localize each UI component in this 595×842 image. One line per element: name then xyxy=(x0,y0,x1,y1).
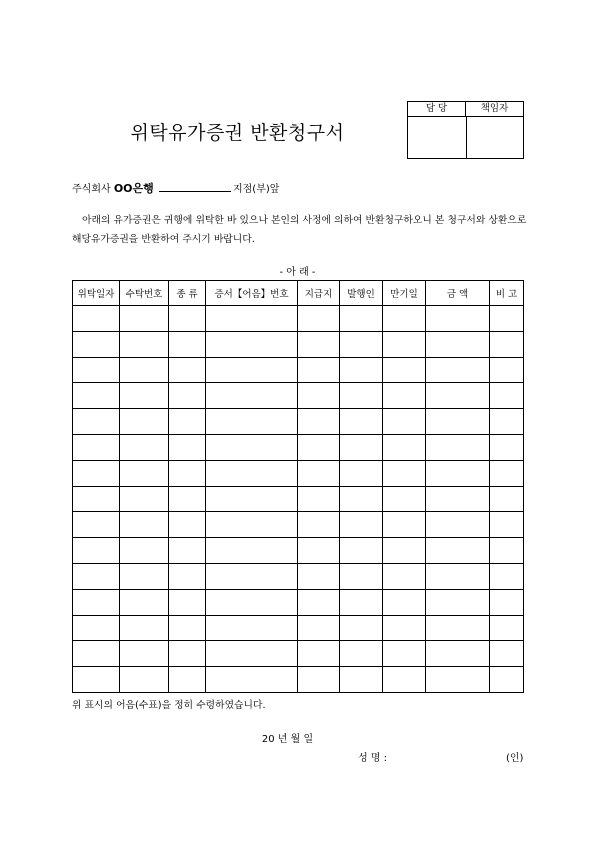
approval-box xyxy=(407,101,524,159)
header-payment-place: 지급지 xyxy=(298,281,340,306)
table-cell[interactable] xyxy=(120,589,169,615)
table-row xyxy=(73,512,524,538)
table-cell[interactable] xyxy=(73,615,120,641)
table-cell[interactable] xyxy=(426,306,490,332)
header-custody-no: 수탁번호 xyxy=(120,281,169,306)
table-cell[interactable] xyxy=(120,563,169,589)
approval-header xyxy=(408,102,523,117)
table-cell[interactable] xyxy=(73,589,120,615)
table-cell[interactable] xyxy=(340,409,383,435)
approval-col-manager: 책임자 xyxy=(480,103,509,114)
table-cell[interactable] xyxy=(490,331,524,357)
table-cell[interactable] xyxy=(426,383,490,409)
receipt-statement: 위 표시의 어음(수표)을 정히 수령하였습니다. xyxy=(72,700,266,711)
table-cell[interactable] xyxy=(340,589,383,615)
table-cell[interactable] xyxy=(298,460,340,486)
signature-label: 성 명 : xyxy=(358,753,388,764)
table-cell[interactable] xyxy=(298,383,340,409)
table-cell[interactable] xyxy=(73,563,120,589)
table-cell[interactable] xyxy=(206,383,298,409)
table-cell[interactable] xyxy=(73,331,120,357)
table-cell[interactable] xyxy=(298,641,340,667)
table-cell[interactable] xyxy=(340,434,383,460)
table-cell[interactable] xyxy=(169,563,206,589)
table-cell[interactable] xyxy=(490,434,524,460)
table-cell[interactable] xyxy=(120,538,169,564)
table-cell[interactable] xyxy=(120,512,169,538)
table-cell[interactable] xyxy=(490,486,524,512)
table-cell[interactable] xyxy=(340,667,383,693)
table-cell[interactable] xyxy=(426,331,490,357)
table-cell[interactable] xyxy=(206,331,298,357)
table-cell[interactable] xyxy=(206,538,298,564)
table-cell[interactable] xyxy=(298,486,340,512)
table-cell[interactable] xyxy=(383,589,426,615)
table-cell[interactable] xyxy=(206,667,298,693)
table-cell[interactable] xyxy=(490,306,524,332)
table-cell[interactable] xyxy=(298,538,340,564)
table-cell[interactable] xyxy=(298,434,340,460)
addressee-line xyxy=(72,180,279,196)
table-cell[interactable] xyxy=(490,383,524,409)
table-cell[interactable] xyxy=(426,512,490,538)
table-cell[interactable] xyxy=(73,641,120,667)
table-cell[interactable] xyxy=(206,563,298,589)
table-cell[interactable] xyxy=(383,615,426,641)
table-cell[interactable] xyxy=(206,409,298,435)
table-row xyxy=(73,589,524,615)
table-cell[interactable] xyxy=(206,460,298,486)
table-cell[interactable] xyxy=(426,615,490,641)
table-cell[interactable] xyxy=(490,563,524,589)
table-cell[interactable] xyxy=(383,383,426,409)
table-cell[interactable] xyxy=(73,460,120,486)
table-cell[interactable] xyxy=(120,306,169,332)
table-row xyxy=(73,615,524,641)
table-cell[interactable] xyxy=(169,589,206,615)
header-maturity: 만기일 xyxy=(383,281,426,306)
table-cell[interactable] xyxy=(73,306,120,332)
table-cell[interactable] xyxy=(169,486,206,512)
table-row xyxy=(73,434,524,460)
table-cell[interactable] xyxy=(426,667,490,693)
addressee-prefix: 주식회사 xyxy=(72,184,111,195)
seal-mark: (인) xyxy=(506,753,524,764)
table-cell[interactable] xyxy=(340,486,383,512)
approval-divider xyxy=(466,116,467,158)
table-cell[interactable] xyxy=(73,383,120,409)
table-cell[interactable] xyxy=(120,331,169,357)
table-cell[interactable] xyxy=(120,486,169,512)
table-row xyxy=(73,357,524,383)
table-cell[interactable] xyxy=(490,460,524,486)
table-cell[interactable] xyxy=(340,512,383,538)
table-row xyxy=(73,306,524,332)
table-cell[interactable] xyxy=(298,615,340,641)
table-cell[interactable] xyxy=(426,409,490,435)
document-title: 위탁유가증권 반환청구서 xyxy=(130,122,345,144)
table-cell[interactable] xyxy=(490,667,524,693)
table-cell[interactable] xyxy=(120,383,169,409)
table-cell[interactable] xyxy=(426,434,490,460)
table-cell[interactable] xyxy=(298,667,340,693)
table-cell[interactable] xyxy=(426,460,490,486)
header-certificate-no: 증서【어음】번호 xyxy=(206,281,298,306)
table-cell[interactable] xyxy=(490,512,524,538)
table-cell[interactable] xyxy=(340,331,383,357)
table-cell[interactable] xyxy=(169,538,206,564)
table-cell[interactable] xyxy=(383,331,426,357)
table-cell[interactable] xyxy=(490,615,524,641)
table-row xyxy=(73,409,524,435)
table-row xyxy=(73,331,524,357)
table-cell[interactable] xyxy=(383,667,426,693)
table-row xyxy=(73,667,524,693)
table-cell[interactable] xyxy=(120,667,169,693)
table-row xyxy=(73,460,524,486)
table-cell[interactable] xyxy=(383,538,426,564)
table-cell[interactable] xyxy=(383,460,426,486)
table-cell[interactable] xyxy=(169,434,206,460)
table-cell[interactable] xyxy=(206,434,298,460)
table-cell[interactable] xyxy=(383,357,426,383)
table-cell[interactable] xyxy=(206,486,298,512)
table-cell[interactable] xyxy=(169,306,206,332)
request-paragraph: 아래의 유가증권은 귀행에 위탁한 바 있으나 본인의 사정에 의하여 반환청구하오니 본 청구서와 상환으로 해당유가증권을 반환하여 주시기 바랍니다. xyxy=(72,215,527,245)
table-cell[interactable] xyxy=(298,563,340,589)
table-cell[interactable] xyxy=(426,641,490,667)
table-cell[interactable] xyxy=(426,563,490,589)
table-cell[interactable] xyxy=(298,357,340,383)
table-cell[interactable] xyxy=(426,357,490,383)
table-cell[interactable] xyxy=(206,306,298,332)
table-cell[interactable] xyxy=(298,589,340,615)
table-cell[interactable] xyxy=(169,615,206,641)
table-cell[interactable] xyxy=(383,486,426,512)
table-row xyxy=(73,486,524,512)
table-cell[interactable] xyxy=(383,641,426,667)
table-cell[interactable] xyxy=(340,563,383,589)
table-cell[interactable] xyxy=(73,434,120,460)
table-cell[interactable] xyxy=(120,615,169,641)
table-cell[interactable] xyxy=(426,589,490,615)
header-amount: 금 액 xyxy=(426,281,490,306)
table-cell[interactable] xyxy=(206,641,298,667)
table-cell[interactable] xyxy=(73,357,120,383)
table-cell[interactable] xyxy=(340,460,383,486)
table-cell[interactable] xyxy=(298,331,340,357)
table-cell[interactable] xyxy=(169,357,206,383)
table-cell[interactable] xyxy=(426,538,490,564)
table-cell[interactable] xyxy=(383,512,426,538)
table-cell[interactable] xyxy=(340,357,383,383)
table-cell[interactable] xyxy=(340,538,383,564)
table-cell[interactable] xyxy=(206,615,298,641)
approval-col-staff: 담 당 xyxy=(408,102,466,116)
table-cell[interactable] xyxy=(169,383,206,409)
table-row xyxy=(73,383,524,409)
date-line: 20 년 월 일 xyxy=(261,734,314,745)
table-cell[interactable] xyxy=(206,589,298,615)
table-row xyxy=(73,641,524,667)
addressee-suffix: 지점(부)앞 xyxy=(232,184,280,195)
table-cell[interactable] xyxy=(169,331,206,357)
table-row xyxy=(73,538,524,564)
header-remarks: 비 고 xyxy=(490,281,524,306)
table-cell[interactable] xyxy=(120,641,169,667)
table-cell[interactable] xyxy=(169,460,206,486)
table-cell[interactable] xyxy=(120,434,169,460)
table-cell[interactable] xyxy=(490,409,524,435)
table-cell[interactable] xyxy=(383,409,426,435)
header-issuer: 발행인 xyxy=(340,281,383,306)
table-cell[interactable] xyxy=(169,409,206,435)
table-cell[interactable] xyxy=(73,409,120,435)
table-cell[interactable] xyxy=(340,383,383,409)
table-cell[interactable] xyxy=(340,615,383,641)
table-cell[interactable] xyxy=(340,306,383,332)
table-cell[interactable] xyxy=(298,512,340,538)
header-type: 종 류 xyxy=(169,281,206,306)
table-cell[interactable] xyxy=(206,512,298,538)
table-cell[interactable] xyxy=(120,357,169,383)
table-cell[interactable] xyxy=(298,306,340,332)
table-cell[interactable] xyxy=(490,538,524,564)
table-cell[interactable] xyxy=(73,486,120,512)
table-cell[interactable] xyxy=(73,512,120,538)
table-row xyxy=(73,563,524,589)
branch-blank xyxy=(159,182,231,192)
table-cell[interactable] xyxy=(169,667,206,693)
table-cell[interactable] xyxy=(383,306,426,332)
table-cell[interactable] xyxy=(73,538,120,564)
addressee-bank: OO은행 xyxy=(113,182,154,195)
table-cell[interactable] xyxy=(383,563,426,589)
table-header-row xyxy=(73,281,524,306)
table-cell[interactable] xyxy=(73,667,120,693)
table-cell[interactable] xyxy=(169,512,206,538)
table-cell[interactable] xyxy=(120,460,169,486)
table-cell[interactable] xyxy=(169,641,206,667)
table-cell[interactable] xyxy=(206,357,298,383)
table-cell[interactable] xyxy=(120,409,169,435)
header-consign-date: 위탁일자 xyxy=(73,281,120,306)
table-cell[interactable] xyxy=(383,434,426,460)
securities-table xyxy=(72,280,524,693)
table-cell[interactable] xyxy=(490,357,524,383)
table-cell[interactable] xyxy=(490,589,524,615)
table-cell[interactable] xyxy=(298,409,340,435)
table-cell[interactable] xyxy=(340,641,383,667)
table-cell[interactable] xyxy=(426,486,490,512)
section-heading: - 아 래 - xyxy=(279,267,316,278)
table-cell[interactable] xyxy=(490,641,524,667)
